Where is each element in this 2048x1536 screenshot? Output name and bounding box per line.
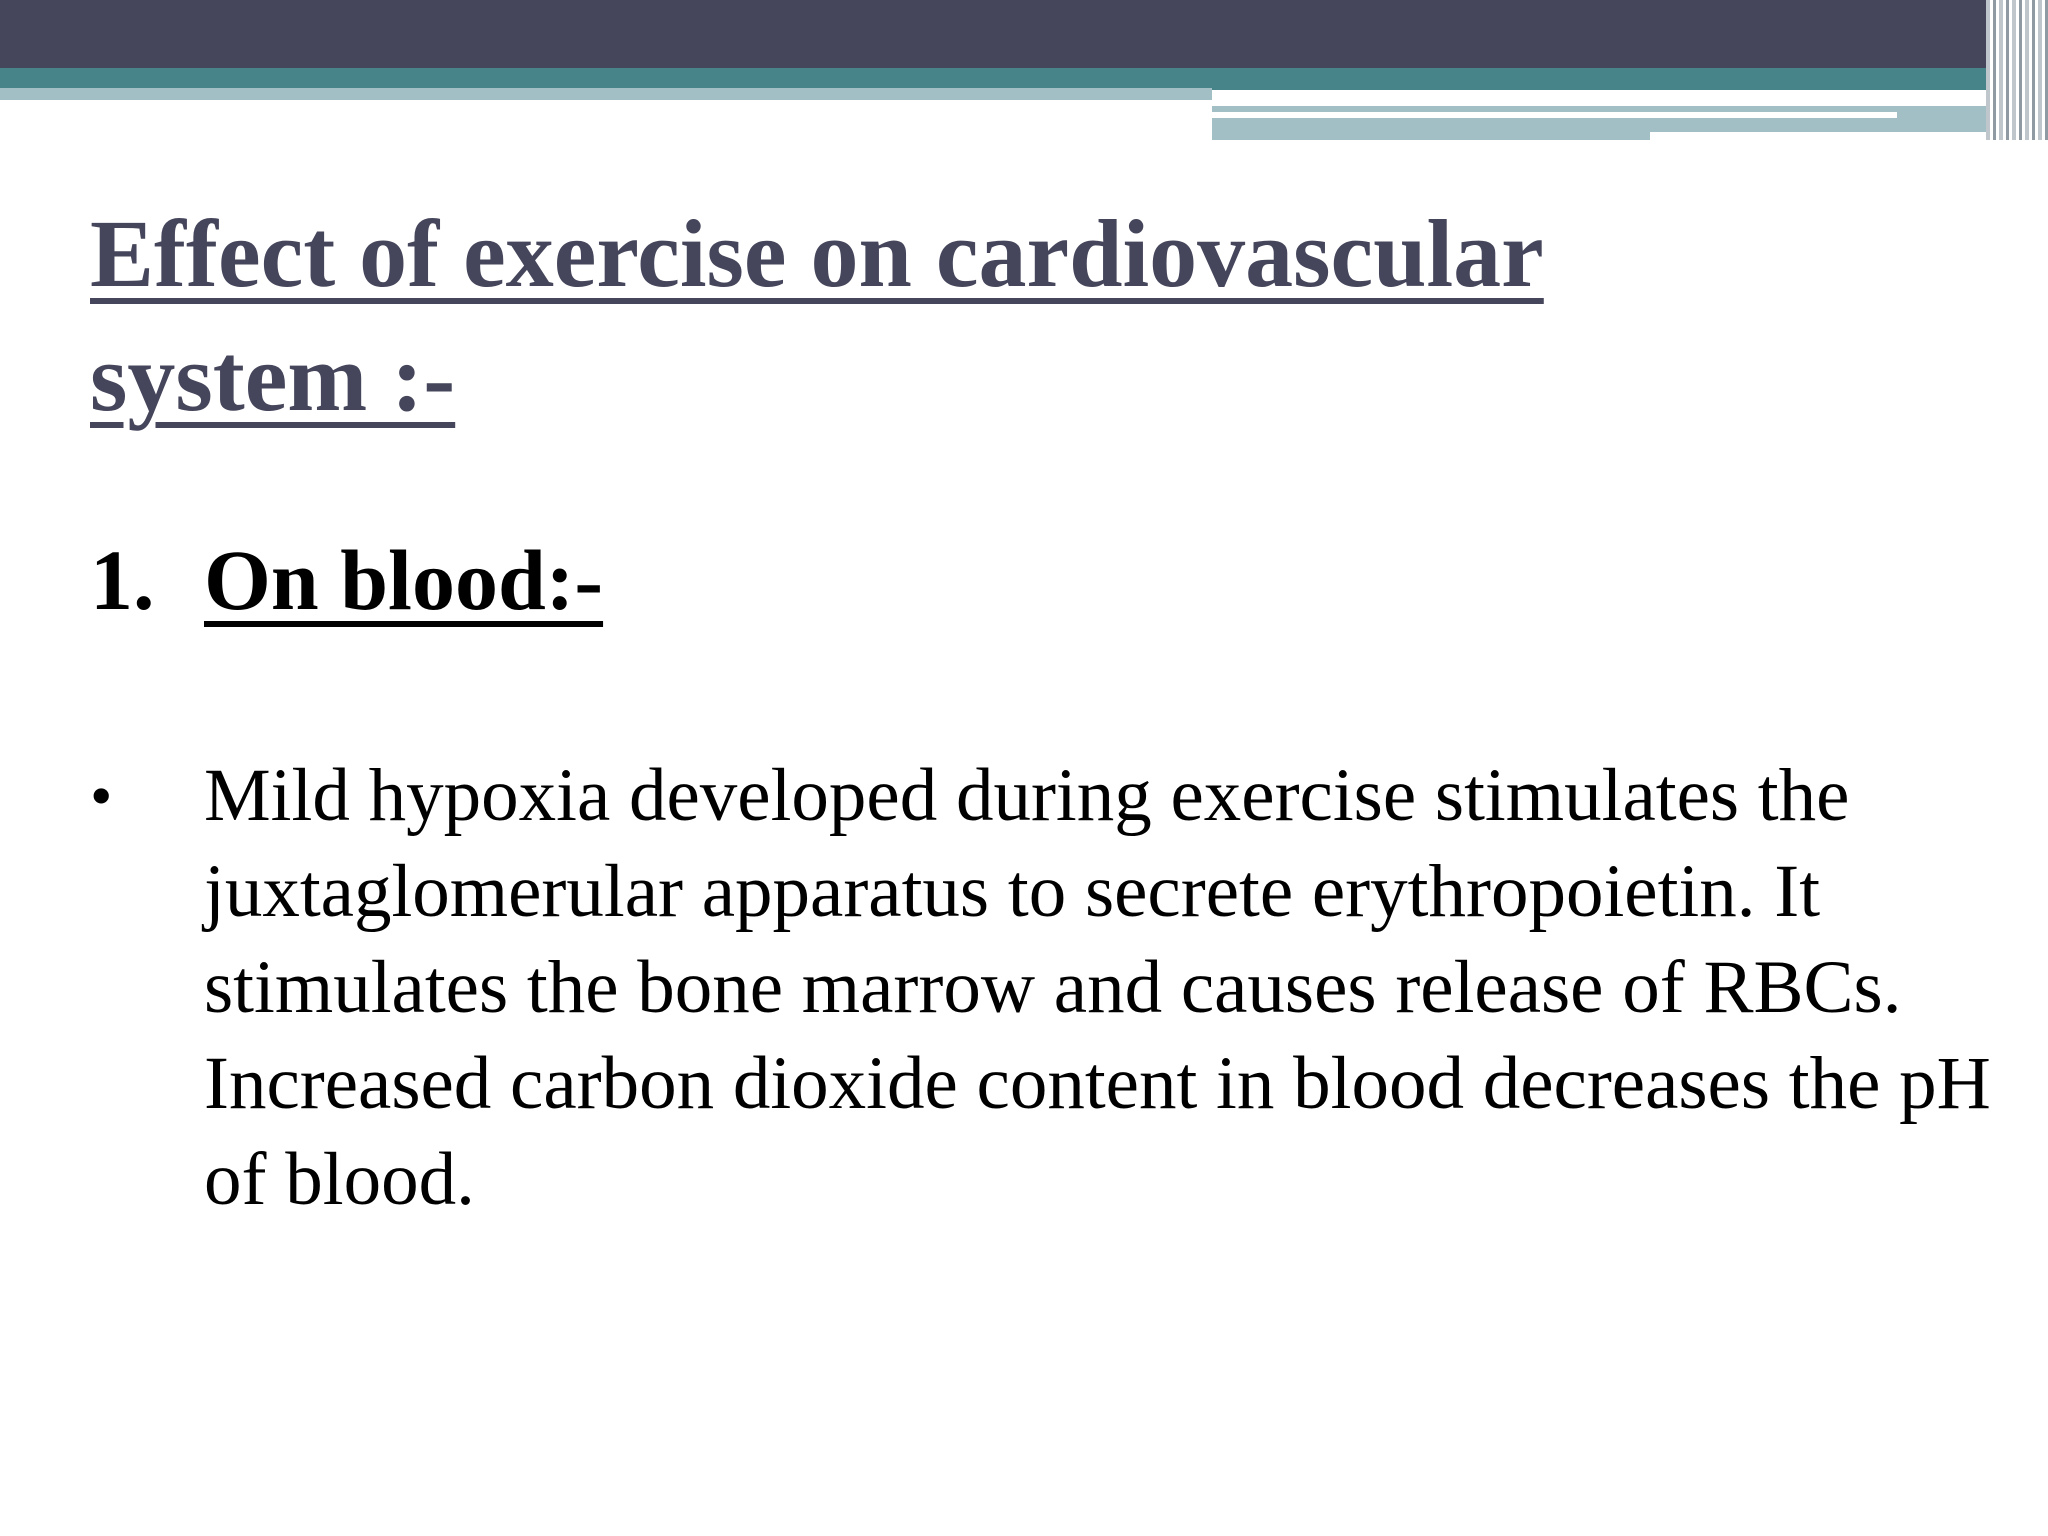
- header-bar-light-left: [0, 88, 1212, 100]
- header-stripes-decoration: [1986, 0, 2048, 140]
- section-heading: [90, 530, 603, 630]
- bullet-marker: •: [90, 760, 113, 831]
- header-bar-teal: [0, 68, 2048, 90]
- header-white-line: [1212, 112, 1897, 118]
- bullet-text: Mild hypoxia developed during exercise stimulates the juxtaglomerular apparatus to secrete erythropoietin. It stimulates the bone marrow and causes release of RBCs. Increased carbon dioxide content in blood decreases the pH of blood.: [204, 754, 1991, 1221]
- header-white-line-short: [1650, 132, 2000, 140]
- section-label: On blood:-: [204, 532, 604, 628]
- slide-title: Effect of exercise on cardiovascular system :-: [90, 200, 1544, 431]
- section-number: 1.: [90, 532, 155, 628]
- header-bar-dark: [0, 0, 2048, 68]
